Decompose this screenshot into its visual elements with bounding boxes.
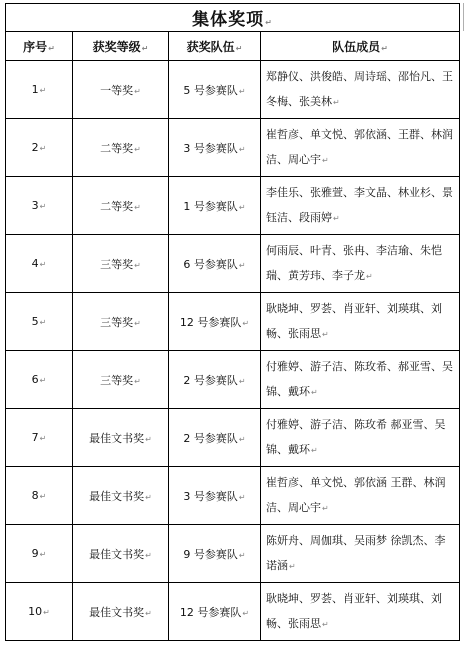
paragraph-mark: ↵ [333,214,340,223]
award-team-cell [169,351,261,409]
award-level: 二等奖 [100,199,134,213]
team-members: 付雅婷、游子洁、陈玫希、郝亚雪、吴锦、戴环 [266,360,453,398]
team-members: 耿晓坤、罗荟、肖亚轩、刘瑛琪、刘畅、张雨思 [266,302,442,340]
row-number-cell [6,235,73,293]
header-members [261,32,460,61]
team-members: 耿晓坤、罗荟、肖亚轩、刘瑛琪、刘畅、张雨思 [266,592,442,630]
award-level-cell [73,177,169,235]
award-level: 最佳文书奖 [89,431,145,445]
row-number-cell [6,351,73,409]
paragraph-mark: ↵ [311,388,318,397]
row-number-cell [6,409,73,467]
paragraph-mark: ↵ [134,376,141,386]
row-number: 9 [31,547,39,560]
table-row [6,119,460,177]
paragraph-mark: ↵ [134,202,141,212]
paragraph-mark: ↵ [39,86,47,95]
award-team-cell [169,293,261,351]
award-team-cell [169,235,261,293]
award-team-cell [169,61,261,119]
title-row [6,4,460,32]
paragraph-mark: ↵ [238,202,246,212]
award-team: 6 号参赛队 [183,257,238,271]
paragraph-mark: ↵ [235,43,243,53]
table-title: 集体奖项 [192,10,265,30]
award-level: 一等奖 [100,83,134,97]
team-members: 崔哲彦、单文悦、郭依涵、王群、林润洁、周心宇 [266,128,453,166]
award-team-cell [169,119,261,177]
header-row [6,32,460,61]
awards-table [5,3,460,641]
paragraph-mark: ↵ [322,504,329,513]
award-level-cell [73,119,169,177]
award-team: 12 号参赛队 [179,605,242,619]
award-team-cell [169,409,261,467]
team-members: 李佳乐、张雅萱、李文晶、林业杉、景钰洁、段雨婷 [266,186,453,224]
paragraph-mark: ↵ [145,492,152,502]
paragraph-mark: ↵ [238,434,246,444]
paragraph-mark: ↵ [39,376,47,385]
row-number-cell [6,119,73,177]
award-level-cell [73,467,169,525]
paragraph-mark: ↵ [39,550,47,559]
paragraph-mark: ↵ [311,446,318,455]
table-row [6,409,460,467]
row-number: 8 [31,489,39,502]
paragraph-mark: ↵ [366,272,373,281]
award-level-cell [73,293,169,351]
table-row [6,235,460,293]
paragraph-mark: ↵ [242,608,250,618]
row-number-cell [6,583,73,641]
team-members-cell [261,293,460,351]
paragraph-mark: ↵ [238,550,246,560]
paragraph-mark: ↵ [39,434,47,443]
award-level-cell [73,235,169,293]
row-number: 5 [31,315,39,328]
row-number: 6 [31,373,39,386]
paragraph-mark: ↵ [322,330,329,339]
award-level: 最佳文书奖 [89,489,145,503]
team-members-cell [261,409,460,467]
table-row [6,467,460,525]
team-members: 崔哲彦、单文悦、郭依涵 王群、林润洁、周心宇 [266,476,446,514]
team-members-cell [261,61,460,119]
row-number: 1 [31,83,39,96]
cell-end-marker [463,3,464,31]
paragraph-mark: ↵ [242,318,250,328]
team-members: 何雨辰、叶青、张冉、李洁瑜、朱恺瑞、黄芳玮、李子龙 [266,244,442,282]
paragraph-mark: ↵ [322,156,329,165]
paragraph-mark: ↵ [238,144,246,154]
team-members-cell [261,467,460,525]
award-team-cell [169,467,261,525]
paragraph-mark: ↵ [39,318,47,327]
paragraph-mark: ↵ [43,608,50,617]
row-number-cell [6,293,73,351]
header-team-label: 获奖队伍 [186,39,235,54]
award-team-cell [169,525,261,583]
paragraph-mark: ↵ [238,86,246,96]
paragraph-mark: ↵ [39,202,47,211]
award-level-cell [73,351,169,409]
row-number-cell [6,525,73,583]
award-level-cell [73,409,169,467]
paragraph-mark: ↵ [48,43,55,53]
table-row [6,351,460,409]
team-members-cell [261,177,460,235]
paragraph-mark: ↵ [333,98,340,107]
row-number: 7 [31,431,39,444]
paragraph-mark: ↵ [141,43,149,53]
award-level-cell [73,61,169,119]
row-number-cell [6,177,73,235]
paragraph-mark: ↵ [145,608,152,618]
award-team: 2 号参赛队 [183,431,238,445]
paragraph-mark: ↵ [145,434,152,444]
row-number: 4 [31,257,39,270]
row-number: 3 [31,199,39,212]
award-level: 三等奖 [100,373,134,387]
paragraph-mark: ↵ [265,18,273,27]
header-no-label: 序号 [23,39,48,54]
award-team: 9 号参赛队 [183,547,238,561]
paragraph-mark: ↵ [381,43,388,53]
team-members-cell [261,119,460,177]
row-number: 10 [28,605,43,618]
table-row [6,177,460,235]
header-members-label: 队伍成员 [332,39,381,54]
team-members: 郑静仪、洪俊皓、周诗瑶、邵怡凡、王冬梅、张美林 [266,70,453,108]
header-no [6,32,73,61]
paragraph-mark: ↵ [134,144,141,154]
row-number: 2 [31,141,39,154]
paragraph-mark: ↵ [238,492,246,502]
table-body [6,61,460,641]
header-level [73,32,169,61]
award-team-cell [169,583,261,641]
table-title-cell [6,4,460,32]
paragraph-mark: ↵ [39,260,47,269]
paragraph-mark: ↵ [322,620,329,629]
row-number-cell [6,467,73,525]
team-members-cell [261,351,460,409]
award-level-cell [73,583,169,641]
award-level-cell [73,525,169,583]
team-members: 付雅婷、游子洁、陈玫希 郝亚雪、吴锦、戴环 [266,418,446,456]
award-level: 三等奖 [100,315,134,329]
table-row [6,583,460,641]
row-number-cell [6,61,73,119]
paragraph-mark: ↵ [134,86,141,96]
table-row [6,61,460,119]
table-row [6,525,460,583]
award-team: 3 号参赛队 [183,489,238,503]
team-members-cell [261,235,460,293]
table-row [6,293,460,351]
team-members-cell [261,583,460,641]
award-level: 三等奖 [100,257,134,271]
paragraph-mark: ↵ [134,260,141,270]
paragraph-mark: ↵ [238,260,246,270]
award-level: 二等奖 [100,141,134,155]
award-team: 1 号参赛队 [183,199,238,213]
award-level: 最佳文书奖 [89,605,145,619]
paragraph-mark: ↵ [238,376,246,386]
award-team: 2 号参赛队 [183,373,238,387]
team-members: 陈妍舟、周伽琪、吴雨梦 徐凯杰、李诺涵 [266,534,446,572]
award-team: 3 号参赛队 [183,141,238,155]
paragraph-mark: ↵ [289,562,296,571]
header-level-label: 获奖等级 [92,39,141,54]
award-team-cell [169,177,261,235]
award-team: 12 号参赛队 [179,315,242,329]
award-team: 5 号参赛队 [183,83,238,97]
paragraph-mark: ↵ [145,550,152,560]
award-level: 最佳文书奖 [89,547,145,561]
paragraph-mark: ↵ [39,144,47,153]
header-team [169,32,261,61]
paragraph-mark: ↵ [134,318,141,328]
team-members-cell [261,525,460,583]
paragraph-mark: ↵ [39,492,47,501]
